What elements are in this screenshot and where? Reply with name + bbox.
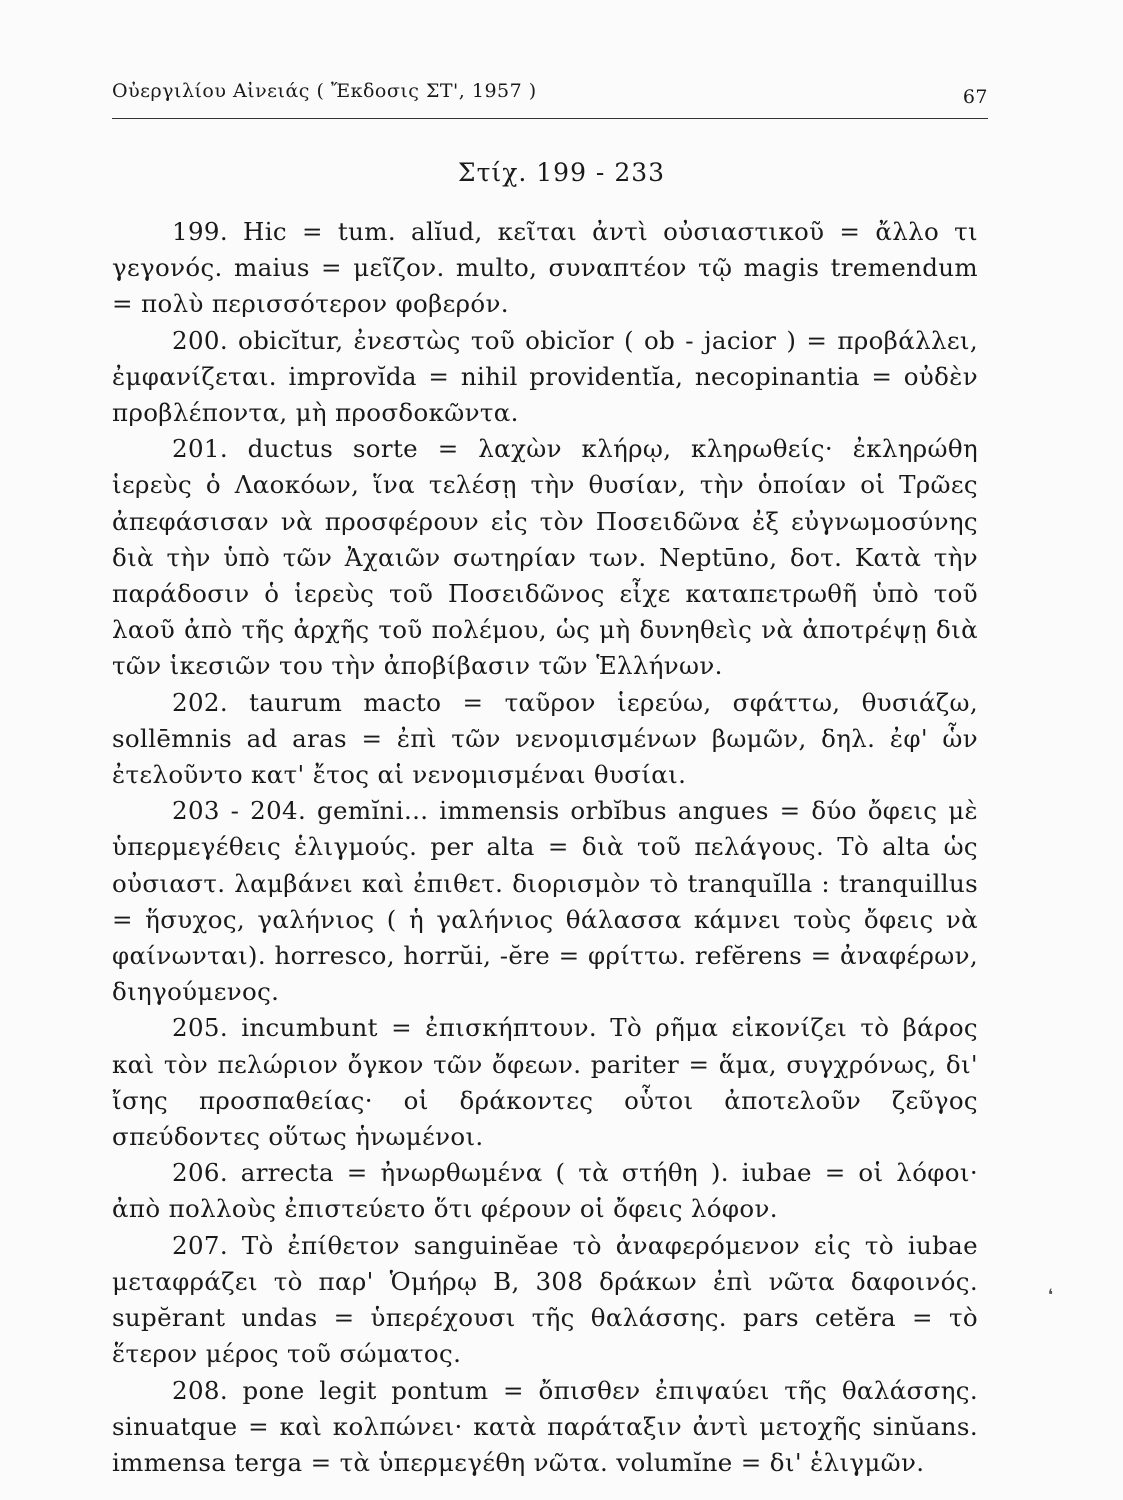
entry-201: 201. ductus sorte = λαχὼν κλήρῳ, κληρωθείς· ἐκληρώθη ἱερεὺς ὁ Λαοκόων, ἵνα τελέσῃ τὴν θυσίαν, τὴν ὁποίαν οἱ Τρῶες ἀπεφάσισαν νὰ προσφέρουν εἰς τὸν Ποσειδῶνα ἐξ εὐγνωμοσύνης διὰ τὴν ὑπὸ τῶν Ἀχαιῶν σωτηρίαν των. Neptūno, δοτ. Κατὰ τὴν παράδοσιν ὁ ἱερεὺς τοῦ Ποσειδῶνος εἶχε καταπετρωθῆ ὑπὸ τοῦ λαοῦ ἀπὸ τῆς ἀρχῆς τοῦ πολέμου, ὡς μὴ δυνηθεὶς νὰ ἀποτρέψῃ διὰ τῶν ἱκεσιῶν του τὴν ἀποβίβασιν τῶν Ἑλλήνων.: [112, 434, 978, 681]
entry-205: 205. incumbunt = ἐπισκήπτουν. Τὸ ρῆμα εἰκονίζει τὸ βάρος καὶ τὸν πελώριον ὄγκον τῶν ὄφεων. pariter = ἅμα, συγχρόνως, δι' ἴσης προσπαθείας· οἱ δράκοντες οὗτοι ἀποτελοῦν ζεῦγος σπεύδοντες οὕτως ἡνωμένοι.: [112, 1013, 978, 1152]
section-title: Στίχ. 199 - 233: [457, 158, 666, 187]
page-number: 67: [962, 86, 988, 108]
entry-206: 206. arrecta = ἠνωρθωμένα ( τὰ στήθη ). iubae = οἱ λόφοι· ἀπὸ πολλοὺς ἐπιστεύετο ὅτι φέρουν οἱ ὄφεις λόφον.: [112, 1158, 978, 1224]
entry-208: 208. pone legit pontum = ὄπισθεν ἐπιψαύει τῆς θαλάσσης. sinuatque = καὶ κολπώνει· κατὰ παράταξιν ἀντὶ μετοχῆς sinŭans. immensa terga = τὰ ὑπερμεγέθη νῶτα. volumĭne = δι' ἑλιγμῶν.: [112, 1375, 978, 1477]
entry-202: 202. taurum macto = ταῦρον ἱερεύω, σφάττω, θυσιάζω, sollēmnis ad aras = ἐπὶ τῶν νενομισμένων βωμῶν, δηλ. ἐφ' ὧν ἐτελοῦντο κατ' ἔτος αἱ νενομισμέναι θυσίαι.: [112, 687, 978, 790]
entry-200: 200. obicĭtur, ἐνεστὼς τοῦ obicĭor ( ob - jacior ) = προβάλλει, ἐμφανίζεται. improvĭda = nihil providentĭa, necopinantia = οὐδὲν προβλέποντα, μὴ προσδοκῶντα.: [112, 325, 978, 428]
entry-203-204: 203 - 204. gemĭni... immensis orbĭbus angues = δύο ὄφεις μὲ ὑπερμεγέθεις ἑλιγμούς. per alta = διὰ τοῦ πελάγους. Τὸ alta ὡς οὐσιαστ. λαμβάνει καὶ ἐπιθετ. διορισμὸν τὸ tranquĭlla : tranquillus = ἥσυχος, γαλήνιος ( ἡ γαλήνιος θάλασσα κάμνει τοὺς ὄφεις νὰ φαίνωνται). horresco, horrŭi, -ĕre = φρίττω. refĕrens = ἀναφέρων, διηγούμενος.: [112, 796, 978, 1007]
entry-207: 207. Τὸ ἐπίθετον sanguinĕae τὸ ἀναφερόμενον εἰς τὸ iubae μεταφράζει τὸ παρ' Ὁμήρῳ Β, 308 δράκων ἐπὶ νῶτα δαφοινός. supĕrant undas = ὑπερέχουσι τῆς θαλάσσης. pars cetĕra = τὸ ἕτερον μέρος τοῦ σώματος.: [112, 1230, 978, 1369]
page-header: [112, 72, 988, 119]
running-head: Οὐεργιλίου Αἰνειάς ( Ἔκδοσις ΣΤ', 1957 ): [112, 80, 537, 102]
ink-speck-mark: ❛: [1047, 1285, 1053, 1304]
entry-199: 199. Hic = tum. alĭud, κεῖται ἀντὶ οὐσιαστικοῦ = ἄλλο τι γεγονός. maius = μεῖζον. multo, συναπτέον τῷ magis tremendum = πολὺ περισσότερον φοβερόν.: [112, 217, 978, 319]
commentary-body: [112, 214, 978, 1481]
